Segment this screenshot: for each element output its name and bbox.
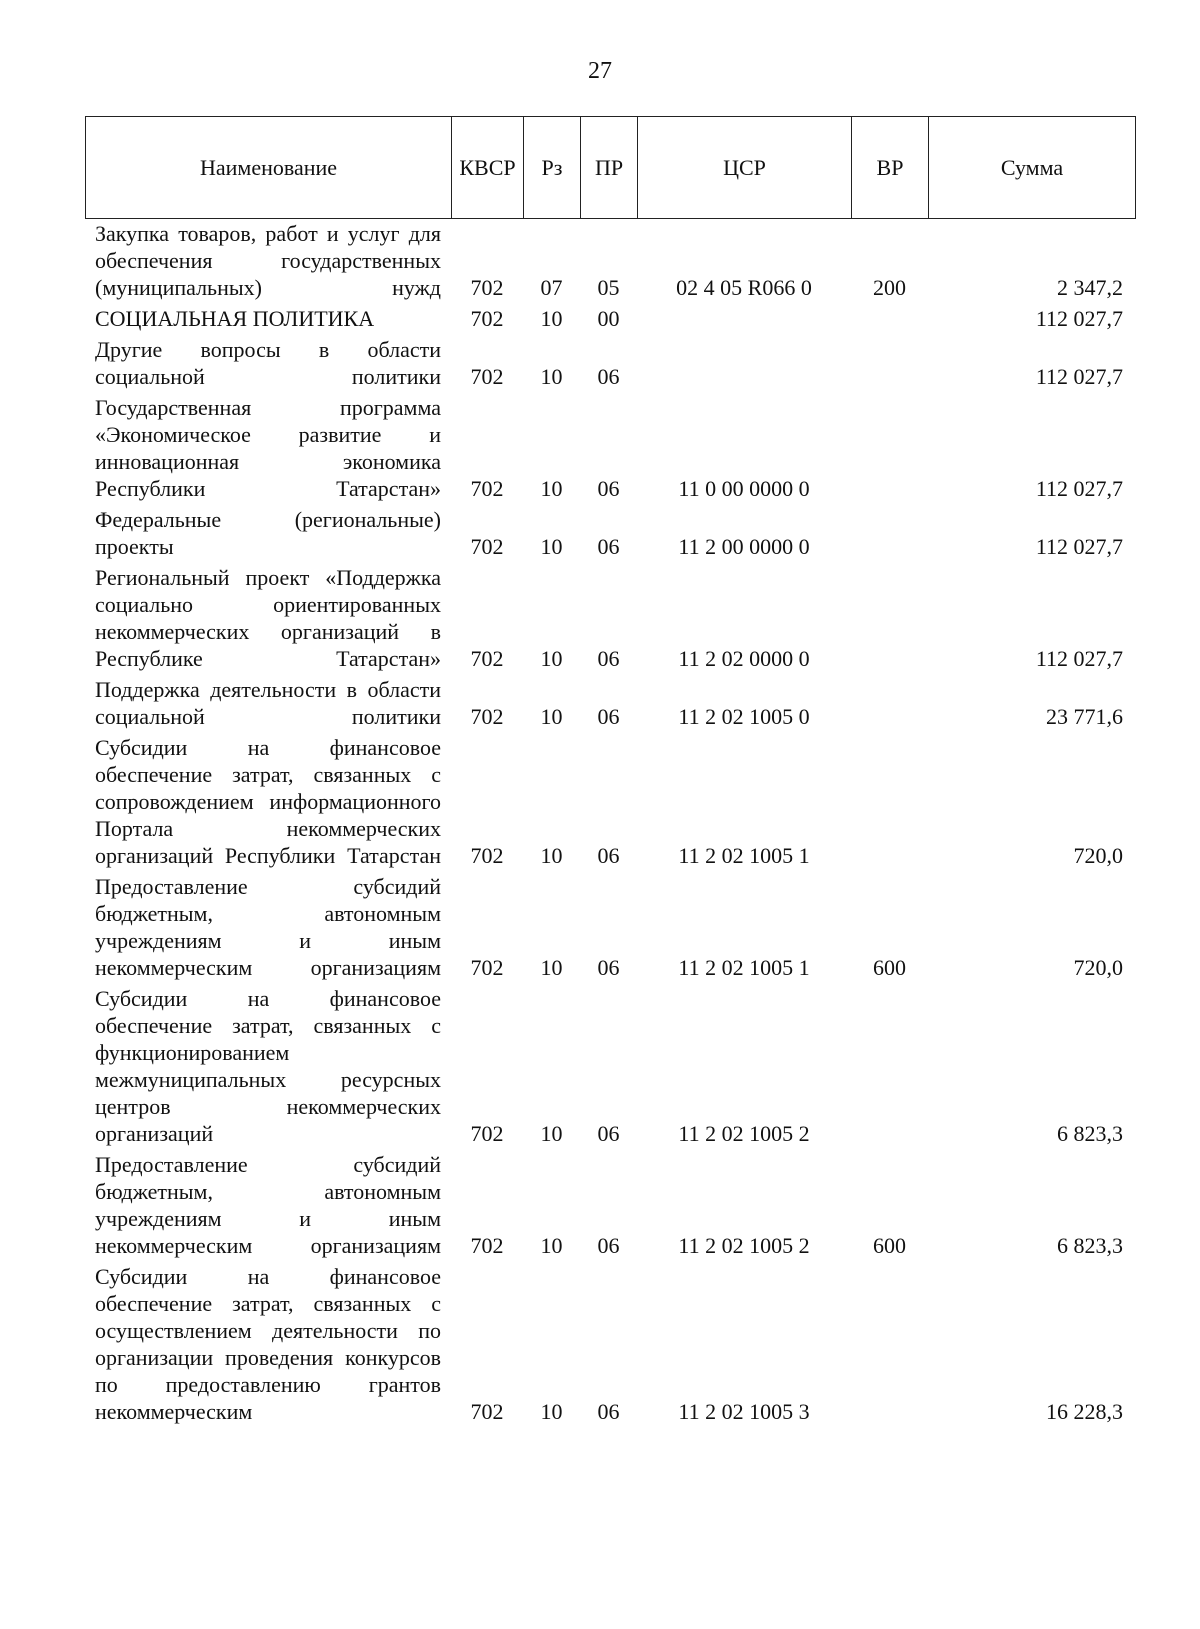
table-row [85, 563, 1135, 675]
cell-name: Государственная программа «Экономическое развитие и инновационная экономика Республики Татарстан» [95, 395, 441, 501]
cell-kvsr: 702 [470, 955, 504, 980]
cell-rz: 10 [540, 476, 563, 501]
cell-rz: 10 [540, 1399, 563, 1424]
header-kvsr: КВСР [452, 117, 524, 219]
cell-pr: 06 [597, 1399, 620, 1424]
cell-kvsr: 702 [470, 275, 504, 300]
cell-kvsr: 702 [470, 1399, 504, 1424]
cell-pr: 06 [597, 955, 620, 980]
cell-pr: 06 [597, 704, 620, 729]
cell-kvsr: 702 [470, 646, 504, 671]
cell-pr: 06 [597, 843, 620, 868]
cell-rz: 10 [540, 955, 563, 980]
cell-sum: 112 027,7 [1035, 364, 1123, 389]
cell-sum: 112 027,7 [1035, 534, 1123, 559]
cell-name: Субсидии на финансовое обеспечение затрат, связанных с осуществлением деятельности по организации проведения конкурсов по предоставлению грантов некоммерческим [95, 1264, 441, 1424]
cell-sum: 6 823,3 [1057, 1233, 1123, 1258]
header-name: Наименование [86, 117, 452, 219]
cell-csr: 11 2 02 1005 0 [678, 704, 810, 729]
cell-name: Поддержка деятельности в области социальной политики [95, 677, 441, 729]
cell-rz: 10 [540, 306, 563, 331]
cell-vr [851, 563, 928, 675]
cell-kvsr: 702 [470, 704, 504, 729]
cell-pr: 00 [597, 306, 620, 331]
cell-sum: 16 228,3 [1046, 1399, 1123, 1424]
cell-csr: 11 2 02 1005 1 [678, 843, 810, 868]
cell-csr [637, 304, 851, 335]
cell-csr: 11 2 02 1005 3 [678, 1399, 810, 1424]
cell-rz: 10 [540, 534, 563, 559]
table-row [85, 1262, 1135, 1428]
cell-sum: 112 027,7 [1035, 646, 1123, 671]
cell-csr: 02 4 05 R066 0 [676, 275, 812, 300]
cell-name: Закупка товаров, работ и услуг для обеспечения государственных (муниципальных) нужд [95, 221, 441, 300]
cell-pr: 06 [597, 646, 620, 671]
header-csr: ЦСР [638, 117, 852, 219]
cell-name: Субсидии на финансовое обеспечение затрат, связанных с сопровождением информационного Портала некоммерческих организаций Республики Татарстан [95, 735, 441, 868]
table-row [85, 304, 1135, 335]
cell-csr: 11 2 02 1005 2 [678, 1233, 810, 1258]
cell-kvsr: 702 [470, 1233, 504, 1258]
cell-pr: 06 [597, 364, 620, 389]
cell-vr [851, 1262, 928, 1428]
table-header [85, 116, 1136, 219]
header-pr: ПР [581, 117, 638, 219]
cell-rz: 10 [540, 704, 563, 729]
budget-table [85, 219, 1135, 1428]
cell-pr: 06 [597, 1233, 620, 1258]
cell-csr: 11 2 00 0000 0 [678, 534, 810, 559]
cell-csr: 11 2 02 1005 1 [678, 955, 810, 980]
cell-sum: 6 823,3 [1057, 1121, 1123, 1146]
cell-kvsr: 702 [470, 843, 504, 868]
cell-pr: 06 [597, 476, 620, 501]
header-vr: ВР [852, 117, 929, 219]
cell-sum: 720,0 [1073, 955, 1123, 980]
cell-vr [851, 505, 928, 563]
cell-csr: 11 0 00 0000 0 [678, 476, 810, 501]
cell-rz: 07 [540, 275, 563, 300]
cell-sum: 720,0 [1073, 843, 1123, 868]
cell-sum: 2 347,2 [1057, 275, 1123, 300]
cell-vr: 600 [873, 1233, 906, 1258]
header-rz: Рз [524, 117, 581, 219]
table-row [85, 335, 1135, 393]
cell-vr: 200 [873, 275, 906, 300]
cell-rz: 10 [540, 1233, 563, 1258]
cell-kvsr: 702 [470, 534, 504, 559]
cell-vr: 600 [873, 955, 906, 980]
cell-sum: 23 771,6 [1046, 704, 1123, 729]
cell-vr [851, 335, 928, 393]
cell-vr [851, 393, 928, 505]
cell-pr: 06 [597, 534, 620, 559]
cell-vr [851, 675, 928, 733]
cell-rz: 10 [540, 364, 563, 389]
cell-csr: 11 2 02 1005 2 [678, 1121, 810, 1146]
cell-name: Другие вопросы в области социальной политики [95, 337, 441, 389]
cell-kvsr: 702 [470, 1121, 504, 1146]
cell-pr: 06 [597, 1121, 620, 1146]
cell-vr [851, 304, 928, 335]
cell-kvsr: 702 [470, 476, 504, 501]
cell-kvsr: 702 [470, 306, 504, 331]
table-row [85, 219, 1135, 304]
cell-vr [851, 733, 928, 872]
page-number: 27 [588, 58, 612, 84]
cell-name: СОЦИАЛЬНАЯ ПОЛИТИКА [95, 306, 375, 331]
cell-name: Региональный проект «Поддержка социально ориентированных некоммерческих организаций в Республике Татарстан» [95, 565, 441, 671]
table-row [85, 733, 1135, 872]
cell-vr [851, 984, 928, 1150]
cell-csr [637, 335, 851, 393]
cell-rz: 10 [540, 646, 563, 671]
cell-kvsr: 702 [470, 364, 504, 389]
cell-name: Субсидии на финансовое обеспечение затрат, связанных с функционированием межмуниципальных ресурсных центров некоммерческих организаций [95, 986, 441, 1146]
cell-csr: 11 2 02 0000 0 [678, 646, 810, 671]
table-row [85, 393, 1135, 505]
cell-name: Предоставление субсидий бюджетным, автономным учреждениям и иным некоммерческим организациям [95, 874, 441, 980]
table-row [85, 1150, 1135, 1262]
table-row [85, 872, 1135, 984]
cell-rz: 10 [540, 843, 563, 868]
cell-pr: 05 [597, 275, 620, 300]
header-sum: Сумма [929, 117, 1136, 219]
table-row [85, 505, 1135, 563]
cell-name: Федеральные (региональные) проекты [95, 507, 441, 559]
cell-name: Предоставление субсидий бюджетным, автономным учреждениям и иным некоммерческим организациям [95, 1152, 441, 1258]
table-row [85, 984, 1135, 1150]
cell-sum: 112 027,7 [1035, 306, 1123, 331]
cell-sum: 112 027,7 [1035, 476, 1123, 501]
table-row [85, 675, 1135, 733]
cell-rz: 10 [540, 1121, 563, 1146]
